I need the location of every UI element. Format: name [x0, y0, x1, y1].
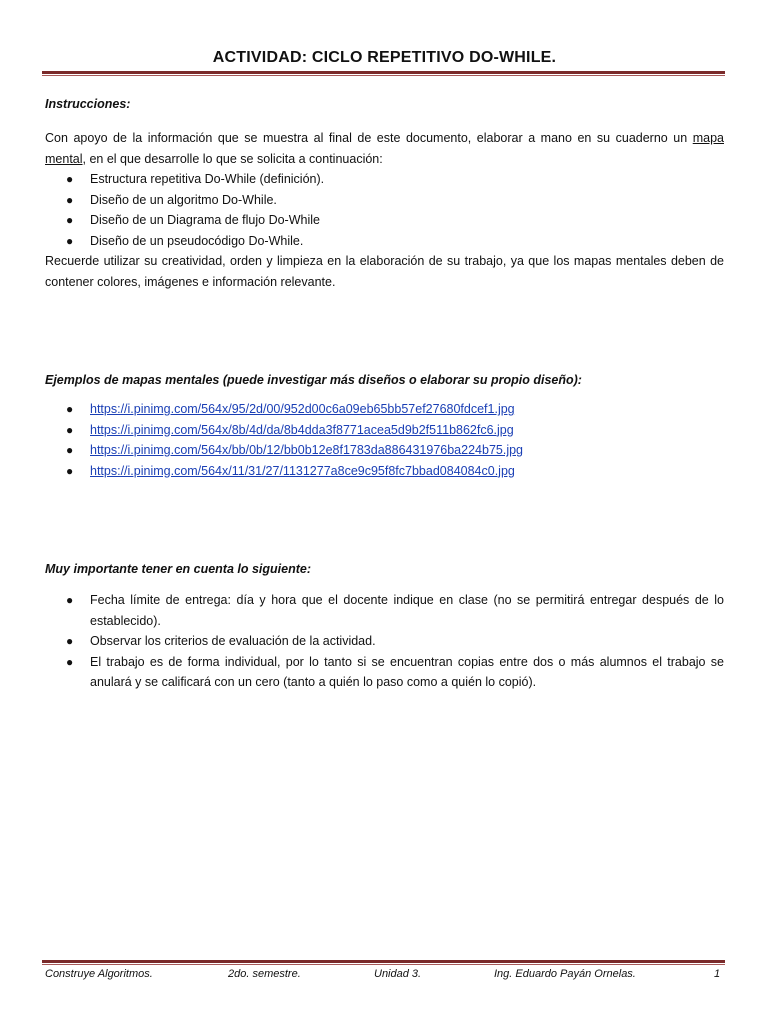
footer-course: Construye Algoritmos. — [45, 968, 153, 980]
list-item-text: Diseño de un pseudocódigo Do-While. — [90, 233, 304, 248]
bullet-icon: ● — [66, 443, 74, 457]
intro-text-1: Con apoyo de la información que se muestra al final de este documento, elaborar a mano en su cuaderno un — [45, 131, 688, 145]
example-link-4[interactable]: https://i.pinimg.com/564x/11/31/27/1131277a8ce9c95f8fc7bbad084084c0.jpg — [90, 463, 515, 478]
list-item — [45, 190, 724, 211]
instructions-heading: Instrucciones: — [45, 97, 131, 111]
intro-text-2: , en el que desarrolle lo que se solicita a continuación: — [82, 151, 383, 166]
footer-page-number: 1 — [714, 968, 721, 980]
important-item-3-line-1: El trabajo es de forma individual, por lo tanto si se encuentran copias entre dos o más alumnos el trabajo se — [90, 654, 724, 669]
list-item — [45, 652, 724, 693]
important-item-3-line-2: anulará y se calificará con un cero (tanto a quién lo paso como a quién lo copió). — [90, 675, 537, 689]
mapa-link-word: mapa — [692, 131, 724, 145]
mental-link-word: mental — [45, 151, 83, 166]
list-item — [45, 169, 724, 190]
example-link-1[interactable]: https://i.pinimg.com/564x/95/2d/00/952d00c6a09eb65bb57ef27680fdcef1.jpg — [90, 402, 515, 416]
intro-line-2 — [45, 149, 724, 170]
document-page — [45, 0, 724, 1024]
instructions-list — [45, 169, 724, 251]
header-rule — [42, 71, 725, 74]
examples-heading: Ejemplos de mapas mentales (puede investigar más diseños o elaborar su propio diseño): — [45, 373, 582, 387]
closing-line-1: Recuerde utilizar su creatividad, orden y limpieza en la elaboración de su trabajo, ya que los mapas mentales deben de — [45, 254, 724, 268]
bullet-icon: ● — [66, 634, 74, 648]
important-heading: Muy importante tener en cuenta lo siguiente: — [45, 562, 312, 576]
footer-rule — [42, 960, 725, 963]
bullet-icon: ● — [66, 654, 74, 669]
instructions-closing — [45, 251, 724, 292]
footer-unit: Unidad 3. — [374, 968, 422, 980]
list-item — [45, 590, 724, 631]
list-item — [45, 399, 724, 420]
bullet-icon: ● — [66, 402, 74, 416]
list-item — [45, 231, 724, 252]
page-title: ACTIVIDAD: CICLO REPETITIVO DO-WHILE. — [212, 49, 557, 66]
bullet-icon: ● — [66, 213, 74, 227]
list-item — [45, 631, 724, 652]
examples-link-list — [45, 399, 724, 481]
list-item — [45, 420, 724, 441]
list-item — [45, 210, 724, 231]
list-item-text: Estructura repetitiva Do-While (definición). — [90, 172, 325, 186]
important-list — [45, 590, 724, 693]
bullet-icon: ● — [66, 172, 74, 186]
list-item-text: Diseño de un algoritmo Do-While. — [90, 192, 277, 207]
bullet-icon: ● — [66, 233, 74, 248]
list-item — [45, 461, 724, 482]
instructions-intro — [45, 128, 724, 169]
header-rule-thin — [42, 75, 725, 76]
bullet-icon: ● — [66, 463, 74, 478]
example-link-3[interactable]: https://i.pinimg.com/564x/bb/0b/12/bb0b12e8f1783da886431976ba224b75.jpg — [90, 443, 523, 457]
important-item-1-line-2: establecido). — [90, 613, 161, 628]
footer-semester: 2do. semestre. — [228, 968, 301, 980]
list-item-text: Diseño de un Diagrama de flujo Do-While — [90, 213, 320, 227]
important-item-1-line-1: Fecha límite de entrega: día y hora que el docente indique en clase (no se permitirá entregar después de lo — [90, 593, 724, 607]
footer-rule-thin — [42, 964, 725, 965]
list-item — [45, 440, 724, 461]
important-item-2-line-1: Observar los criterios de evaluación de la actividad. — [90, 634, 376, 648]
bullet-icon: ● — [66, 593, 74, 607]
footer-author: Ing. Eduardo Payán Ornelas. — [494, 968, 636, 980]
bullet-icon: ● — [66, 422, 74, 437]
intro-line-1 — [45, 128, 724, 149]
bullet-icon: ● — [66, 192, 74, 207]
example-link-2[interactable]: https://i.pinimg.com/564x/8b/4d/da/8b4dda3f8771acea5d9b2f511b862fc6.jpg — [90, 422, 514, 437]
closing-line-2: contener colores, imágenes e información relevante. — [45, 274, 336, 289]
